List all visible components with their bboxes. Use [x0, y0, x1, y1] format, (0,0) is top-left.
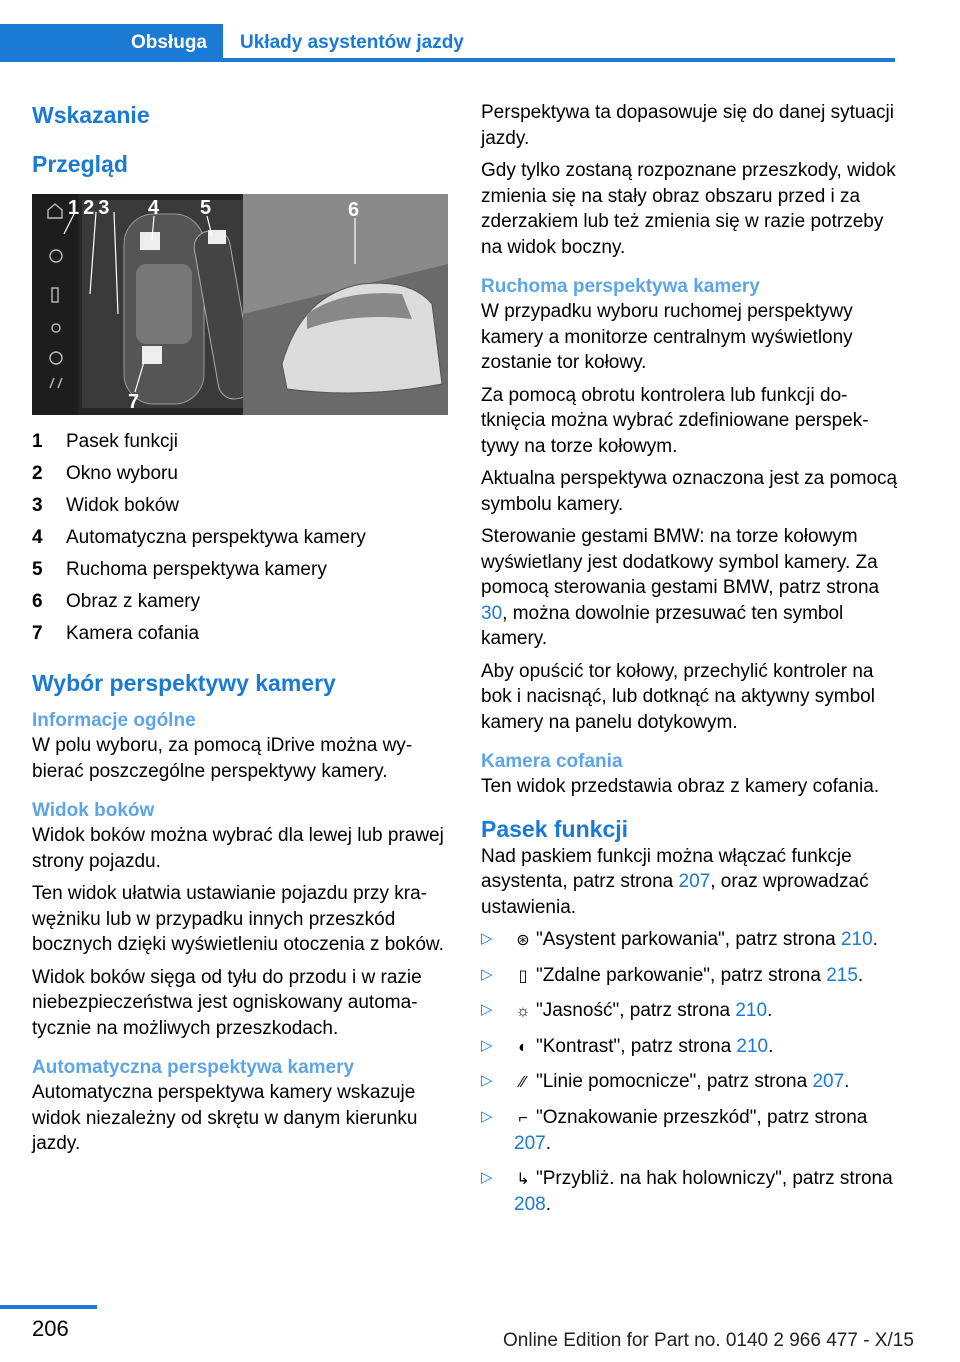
heading-pasek: Pasek funkcji [481, 815, 629, 842]
legend-num: 2 [32, 463, 43, 484]
legend-text: Okno wyboru [66, 463, 178, 484]
paragraph-ruch-4 [481, 524, 899, 652]
legend-num: 3 [32, 495, 43, 516]
legend-num: 7 [32, 623, 43, 644]
item-text: "Oznakowanie przeszkód", patrz strona [536, 1106, 868, 1128]
item-text: "Jasność", patrz strona [536, 1000, 736, 1021]
bullet-triangle-icon: ▷ [481, 1168, 493, 1186]
function-bar-list [481, 927, 899, 1218]
legend-num: 6 [32, 591, 43, 612]
legend-num: 5 [32, 559, 43, 580]
paragraph-info: W polu wyboru, za pomocą iDrive można wybierać poszczególne perspektywy kamery. [32, 735, 413, 782]
figure-callouts [68, 196, 113, 222]
bullet-triangle-icon: ▷ [481, 1072, 493, 1089]
page-link[interactable]: 215 [826, 964, 858, 986]
tab-obsluga[interactable] [0, 24, 223, 62]
item-text: "Przybliż. na hak holowniczy", patrz strona [536, 1167, 893, 1189]
header-underline [0, 58, 895, 62]
list-item [481, 1166, 899, 1218]
paragraph-ruch-2: Za pomocą obrotu kontrolera lub funkcji dotknięcia można wybrać zdefiniowane perspektywy na torze kołowym. [481, 384, 869, 457]
callout-1: 1 [68, 197, 84, 219]
subheading-auto: Automatyczna perspektywa kamery [32, 1057, 355, 1078]
list-item [481, 1069, 899, 1096]
page-link-207[interactable]: 207 [678, 871, 711, 892]
paragraph-widok-2: Ten widok ułatwia ustawianie pojazdu przy krawężniku lub w przypadku innych przeszkód bocznych dzięki wyświetleniu otoczenia z boków. [32, 883, 444, 955]
callout-6: 6 [348, 199, 360, 221]
callout-5: 5 [200, 197, 212, 219]
bullet-triangle-icon: ▷ [481, 965, 493, 983]
contrast-icon: ◐ [518, 1038, 528, 1056]
list-item [481, 1105, 899, 1157]
legend-text: Pasek funkcji [66, 431, 178, 452]
legend-text: Kamera cofania [66, 623, 200, 644]
item-text: "Kontrast", patrz strona [536, 1035, 737, 1057]
bullet-triangle-icon: ▷ [481, 1001, 493, 1018]
legend-item [32, 618, 448, 650]
bullet-triangle-icon: ▷ [481, 930, 493, 947]
page-link[interactable]: 210 [735, 1000, 768, 1021]
legend-text: Automatyczna perspektywa kamery [66, 527, 366, 548]
page-link[interactable]: 210 [840, 929, 873, 950]
left-column [32, 100, 448, 1164]
subheading-widok: Widok boków [32, 800, 155, 821]
figure-legend [32, 426, 448, 650]
legend-text: Widok boków [66, 495, 179, 516]
callout-7: 7 [128, 391, 140, 413]
page-link[interactable]: 210 [736, 1035, 769, 1057]
item-end: . [545, 1194, 551, 1215]
list-item [481, 927, 899, 954]
camera-screen-illustration [32, 194, 448, 415]
tab-section[interactable]: Układy asystentów jazdy [240, 32, 464, 53]
item-text: "Zdalne parkowanie", patrz strona [536, 964, 827, 986]
legend-text: Ruchoma perspektywa kamery [66, 559, 327, 580]
paragraph-widok-3: Widok boków sięga od tyłu do przodu i w razie niebezpieczeństwa jest ogniskowany automatycznie na możliwych przeszkodach. [32, 966, 422, 1039]
heading-przeglad: Przegląd [32, 151, 128, 177]
text-part: , oraz wprowadzać ustawienia. [481, 871, 869, 918]
callout-2: 2 [83, 197, 99, 219]
bullet-triangle-icon: ▷ [481, 1036, 493, 1054]
list-item [481, 963, 899, 990]
item-text: "Asystent parkowania", patrz strona [536, 929, 841, 950]
tab-obsluga-label: Obsługa [130, 32, 207, 53]
legend-num: 1 [32, 431, 43, 452]
paragraph-widok-1: Widok boków można wybrać dla lewej lub prawej strony pojazdu. [32, 825, 444, 872]
subheading-kamera: Kamera cofania [481, 751, 623, 772]
paragraph-gdy: Gdy tylko zostaną rozpoznane przeszkody, widok zmienia się na stały obraz obszaru przed i za zderzakiem lub też zmienia się w razie potrzeby na widok boczny. [481, 160, 896, 258]
item-end: . [767, 1000, 773, 1021]
tow-hitch-icon: ↳ [516, 1170, 530, 1188]
page-number: 206 [32, 1316, 69, 1341]
text-part: , można dowolnie przesuwać ten symbol kamery. [481, 602, 844, 649]
list-item [481, 998, 899, 1025]
subheading-ruchoma: Ruchoma perspektywa kamery [481, 276, 760, 297]
page-link-30[interactable]: 30 [481, 602, 503, 624]
bullet-triangle-icon: ▷ [481, 1107, 493, 1125]
right-column [481, 100, 899, 1227]
paragraph-persp: Perspektywa ta dopasowuje się do danej sytuacji jazdy. [481, 102, 894, 149]
parking-assistant-icon: ⊛ [516, 932, 530, 949]
legend-item [32, 554, 448, 586]
list-item [481, 1034, 899, 1061]
text-part: Nad paskiem funkcji można włączać funkcje asystenta, patrz strona [481, 845, 852, 892]
heading-wybor: Wybór perspektywy kamery [32, 670, 336, 696]
legend-item [32, 426, 448, 458]
page-link[interactable]: 208 [514, 1194, 546, 1215]
page-link[interactable]: 207 [514, 1133, 546, 1154]
paragraph-pasek [481, 844, 899, 921]
paragraph-auto: Automatyczna perspektywa kamery wskazuje widok niezależny od skrętu w danym kierunku jazdy. [32, 1082, 418, 1154]
page-link[interactable]: 207 [812, 1071, 845, 1092]
remote-parking-icon: ▯ [518, 967, 528, 985]
brightness-icon: ☼ [515, 1003, 531, 1020]
legend-text: Obraz z kamery [66, 591, 201, 612]
heading-wskazanie: Wskazanie [32, 102, 150, 128]
paragraph-ruch-5: Aby opuścić tor kołowy, przechylić kontroler na bok i nacisnąć, lub dotknąć na aktywny symbol kamery na panelu dotykowym. [481, 660, 875, 733]
legend-item [32, 522, 448, 554]
camera-screen-figure [32, 194, 448, 415]
obstacle-marking-icon: ⌐ [518, 1109, 528, 1127]
legend-item [32, 458, 448, 490]
callout-4: 4 [148, 197, 160, 219]
item-end: . [545, 1133, 551, 1154]
edition-text: Online Edition for Part no. 0140 2 966 477 - X/15 [503, 1330, 914, 1351]
guide-lines-icon: ∕∕ [520, 1074, 526, 1091]
legend-item [32, 586, 448, 618]
item-end: . [768, 1035, 774, 1057]
text-part: Sterowanie gestami BMW: na torze kołowym wyświetlany jest dodatkowy symbol kamery. Za pomocą sterowania gestami BMW, patrz strona [481, 526, 880, 598]
paragraph-ruch-1: W przypadku wyboru ruchomej perspektywy kamery a monitorze centralnym wyświetlony zostanie tor kołowy. [481, 301, 853, 373]
legend-num: 4 [32, 527, 43, 548]
header-bar [0, 0, 895, 62]
item-end: . [872, 929, 878, 950]
callout-3: 3 [98, 197, 114, 219]
paragraph-kamera: Ten widok przedstawia obraz z kamery cofania. [481, 776, 880, 797]
footer-line [0, 1305, 97, 1309]
legend-item [32, 490, 448, 522]
paragraph-ruch-3: Aktualna perspektywa oznaczona jest za pomocą symbolu kamery. [481, 468, 898, 515]
item-text: "Linie pomocnicze", patrz strona [536, 1071, 813, 1092]
item-end: . [844, 1071, 850, 1092]
subheading-info: Informacje ogólne [32, 710, 196, 731]
item-end: . [857, 964, 864, 986]
